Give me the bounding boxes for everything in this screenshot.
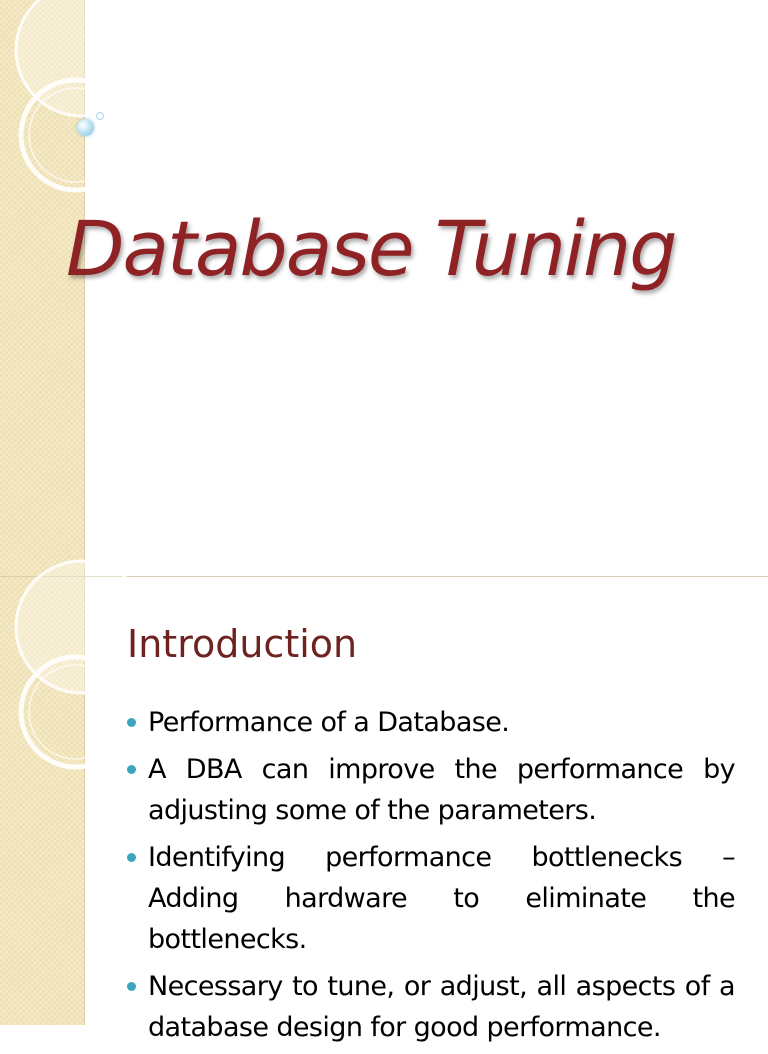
- bullet-dot-icon: [127, 718, 136, 727]
- list-item: [127, 702, 735, 743]
- bullet-text: Identifying performance bottlenecks – Adding hardware to eliminate the bottlenecks.: [148, 842, 735, 955]
- bullet-dot-icon: [127, 982, 136, 991]
- section-heading: Introduction: [127, 622, 358, 666]
- bullet-text: Performance of a Database.: [148, 707, 510, 738]
- ring-decoration-icon: [0, 577, 120, 1025]
- bullet-dot-icon: [127, 765, 136, 774]
- decorative-side-strip: [0, 577, 85, 1025]
- list-item: [127, 837, 735, 960]
- small-bubble-icon: [96, 112, 104, 120]
- list-item: [127, 749, 735, 831]
- list-item: [127, 966, 735, 1048]
- bullet-text: A DBA can improve the performance by adjusting some of the parameters.: [148, 754, 735, 826]
- bullet-text: Necessary to tune, or adjust, all aspects of a database design for good performance.: [148, 971, 735, 1043]
- slide-title: Database Tuning: [66, 204, 676, 293]
- bullet-list: [127, 702, 735, 1054]
- bubble-icon: [77, 119, 94, 136]
- bullet-dot-icon: [127, 853, 136, 862]
